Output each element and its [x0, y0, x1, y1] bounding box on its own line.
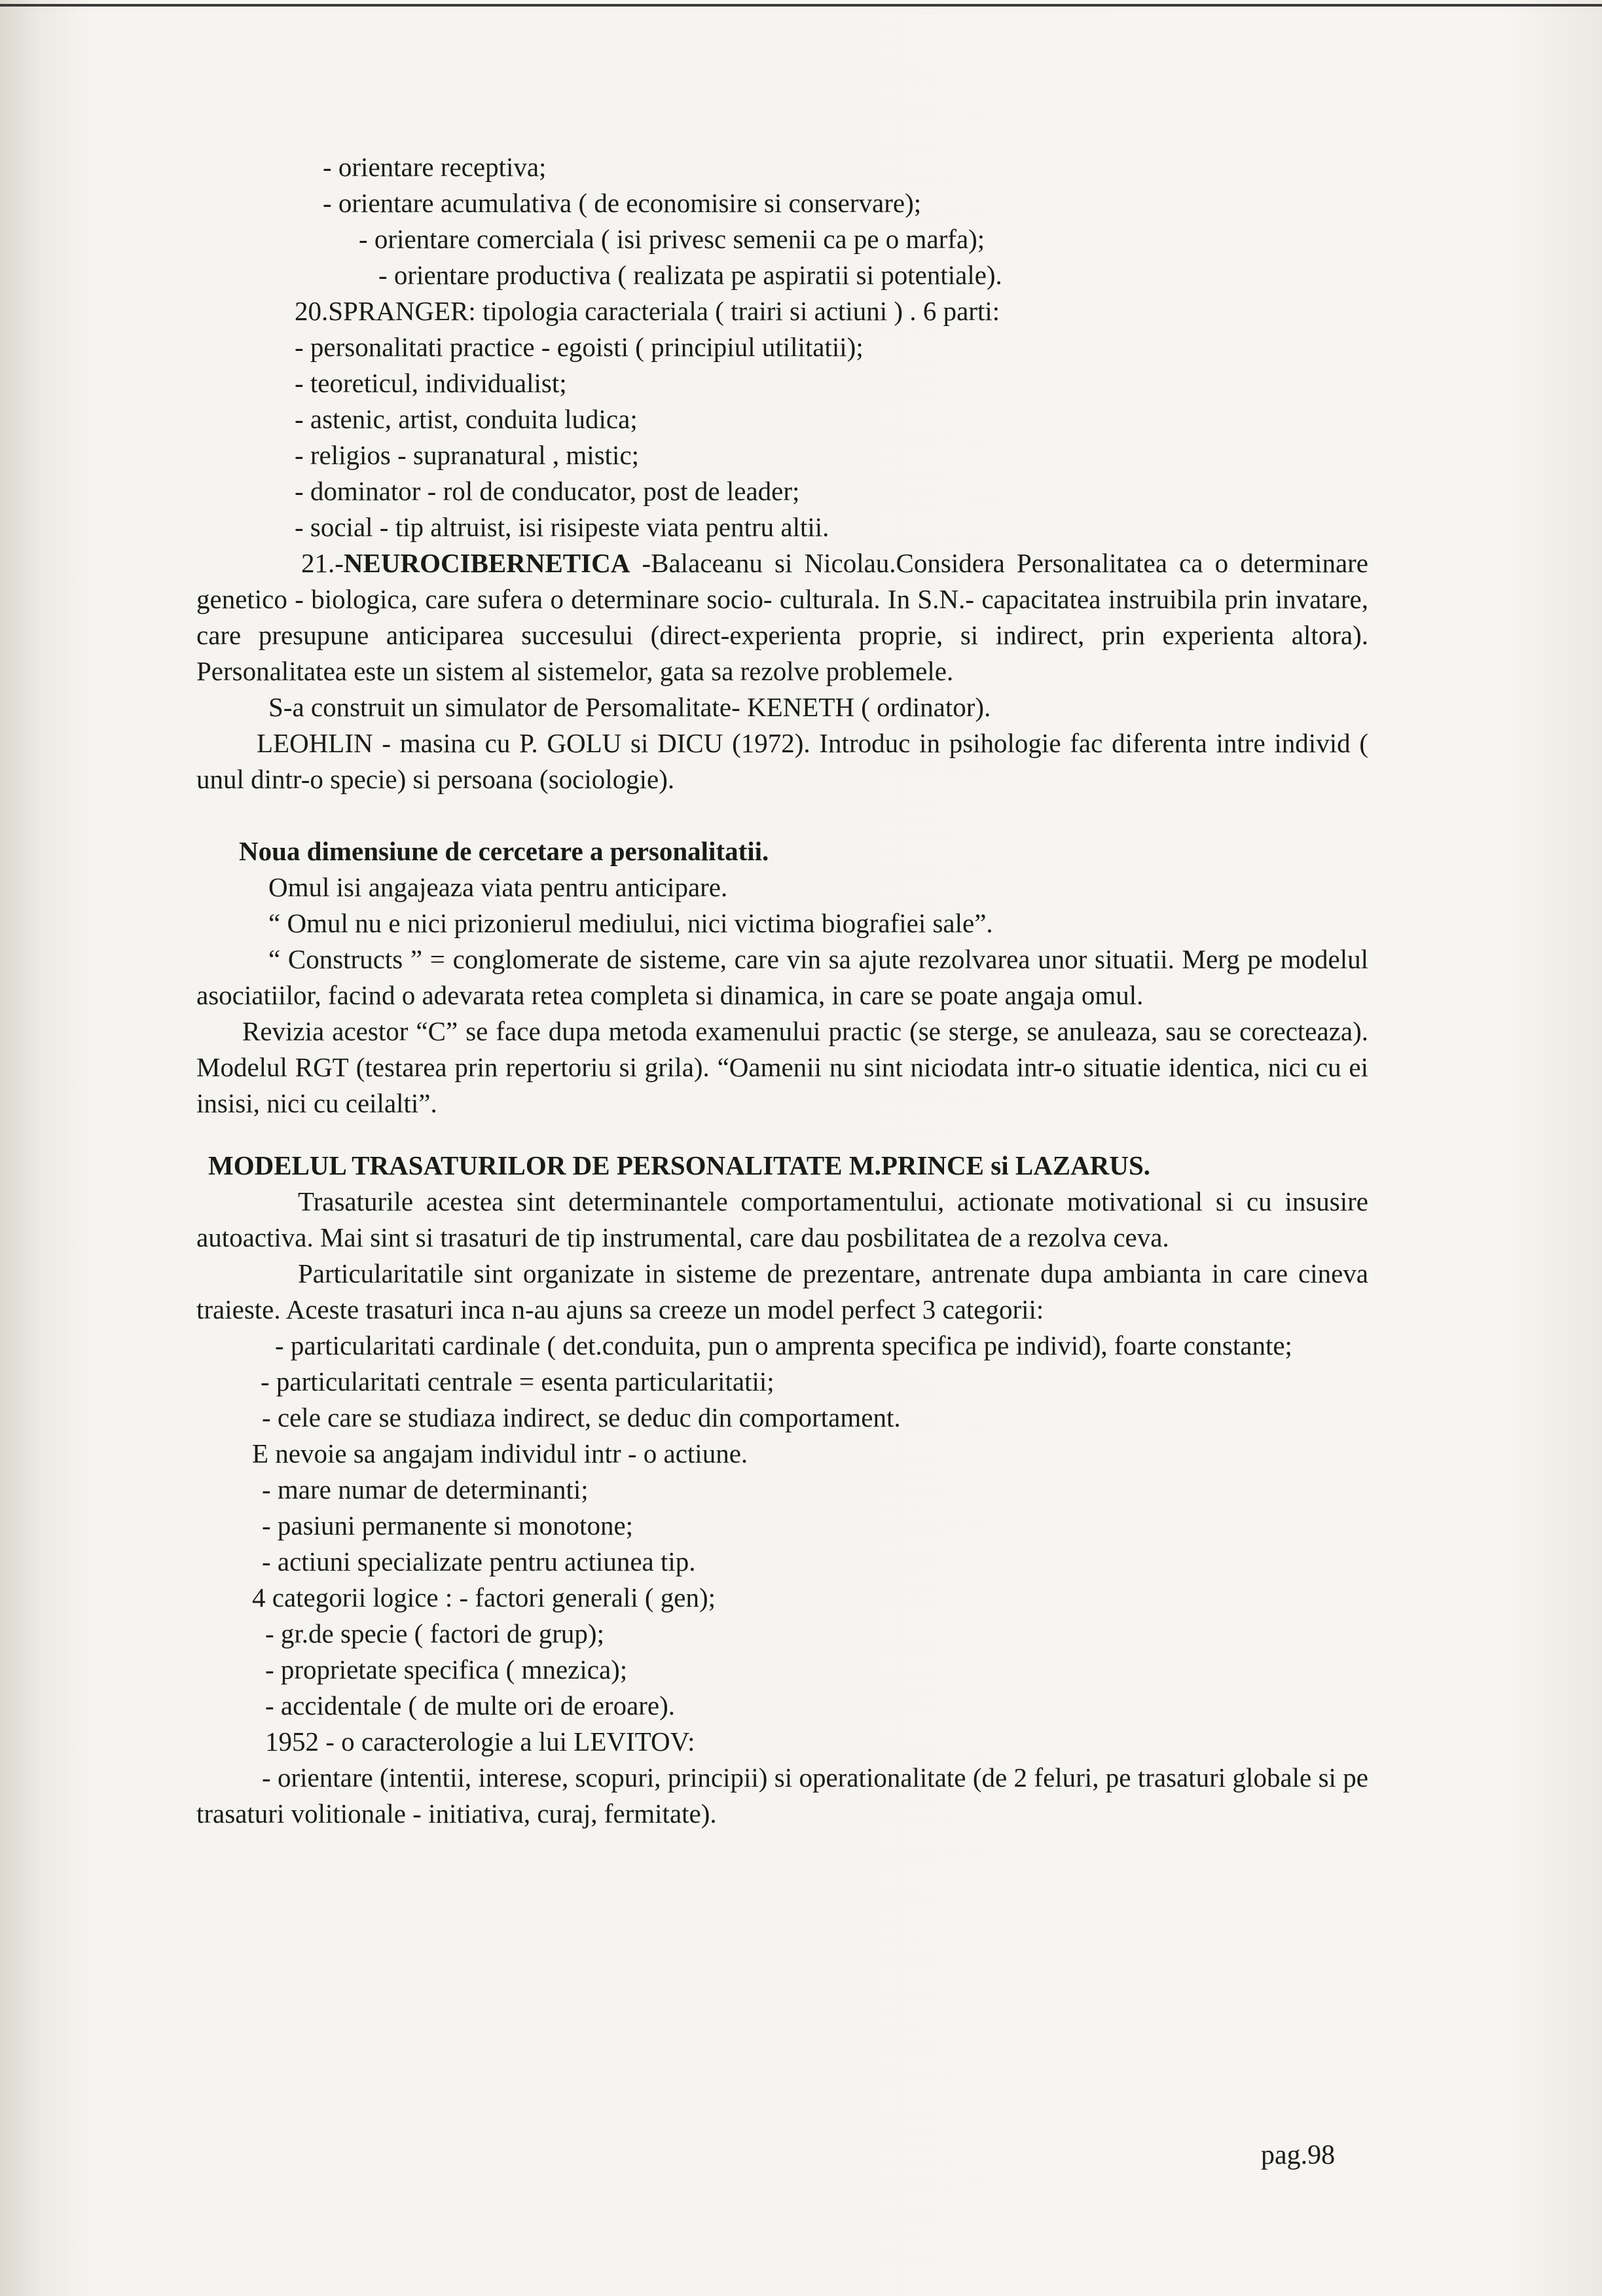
paragraph-simulator: S-a construit un simulator de Persomalitate- KENETH ( ordinator).: [268, 692, 991, 722]
paragraph-orientare-operationalitate: - orientare (intentii, interese, scopuri, principii) si operationalitate (de 2 feluri, pe trasaturi globale si pe trasaturi volitionale - initiativa, curaj, fermitate).: [196, 1762, 1368, 1829]
line-orientare-acumulativa: - orientare acumulativa ( de economisire si conservare);: [323, 188, 922, 218]
list-item: - actiuni specializate pentru actiunea tip.: [262, 1546, 696, 1576]
paragraph-leohlin: LEOHLIN - masina cu P. GOLU si DICU (1972). Introduc in psihologie fac diferenta intre individ ( unul dintr-o specie) si persoana (sociologie).: [196, 728, 1368, 794]
list-item: - teoreticul, individualist;: [295, 368, 567, 398]
spranger-name: SPRANGER: [328, 296, 469, 326]
paragraph-anticipare: Omul isi angajeaza viata pentru anticipare.: [268, 872, 728, 902]
paragraph-particularitatile: Particularitatile sint organizate in sisteme de prezentare, antrenate dupa ambianta in care cineva traieste. Aceste trasaturi inca n-au ajuns sa creeze un model perfect 3 categorii:: [196, 1258, 1368, 1324]
line-orientare-receptiva: - orientare receptiva;: [323, 152, 547, 182]
list-item: - astenic, artist, conduita ludica;: [295, 404, 638, 434]
paragraph-nevoie: E nevoie sa angajam individul intr - o actiune.: [252, 1438, 748, 1468]
list-item: - particularitati centrale = esenta particularitatii;: [261, 1366, 774, 1396]
list-item: - religios - supranatural , mistic;: [295, 440, 640, 470]
list-item: - social - tip altruist, isi risipeste viata pentru altii.: [295, 512, 829, 542]
spacer: [196, 797, 1368, 833]
list-item: - gr.de specie ( factori de grup);: [265, 1618, 604, 1649]
list-item: - particularitati cardinale ( det.conduita, pun o amprenta specifica pe individ), foarte constante;: [275, 1330, 1292, 1360]
paragraph-trasaturile: Trasaturile acestea sint determinantele comportamentului, actionate motivational si cu insusire autoactiva. Mai sint si trasaturi de tip instrumental, care dau posbilitatea de a rezolva ceva.: [196, 1186, 1368, 1252]
page-number: pag.98: [1261, 2140, 1336, 2170]
line-orientare-comerciala: - orientare comerciala ( isi privesc semenii ca pe o marfa);: [359, 224, 985, 254]
neurocibernetica-term: NEUROCIBERNETICA: [343, 548, 630, 578]
list-item: - dominator - rol de conducator, post de leader;: [295, 476, 800, 506]
quote-omul: “ Omul nu e nici prizonierul mediului, nici victima biografiei sale”.: [268, 908, 993, 938]
list-item: - proprietate specifica ( mnezica);: [265, 1654, 628, 1685]
paragraph-categorii-logice: 4 categorii logice : - factori generali ( gen);: [252, 1582, 716, 1613]
top-border-line: [0, 4, 1602, 7]
neurocibernetica-paragraph: [196, 545, 1368, 689]
paragraph-constructs: “ Constructs ” = conglomerate de sisteme, care vin sa ajute rezolvarea unor situatii. Merg pe modelul asociatiilor, facind o adevarata retea completa si dinamica, in care se poate angaja omul.: [196, 944, 1368, 1010]
list-item: - accidentale ( de multe ori de eroare).: [265, 1690, 676, 1721]
spranger-text: : tipologia caracteriala ( trairi si actiuni ) . 6 parti:: [468, 296, 1000, 326]
neurocibernetica-text: -Balaceanu si Nicolau.Considera Personalitatea ca o determinare genetico - biologica, care sufera o determinare socio- culturala. In S.N.- capacitatea instruibila prin invatare, care presupune anticiparea succesului (direct-experienta proprie, si indirect, prin experienta altora). Personalitatea este un sistem al sistemelor, gata sa rezolve problemele.: [196, 548, 1368, 686]
list-item: - mare numar de determinanti;: [262, 1474, 589, 1504]
list-item: - cele care se studiaza indirect, se deduc din comportament.: [262, 1402, 901, 1432]
line-orientare-productiva: - orientare productiva ( realizata pe aspiratii si potentiale).: [378, 260, 1002, 290]
list-item: - personalitati practice - egoisti ( principiul utilitatii);: [295, 332, 864, 362]
list-item: - pasiuni permanente si monotone;: [262, 1510, 634, 1540]
section-heading-modelul: MODELUL TRASATURILOR DE PERSONALITATE M.PRINCE si LAZARUS.: [208, 1150, 1151, 1180]
page-body: [196, 149, 1368, 1832]
paragraph-revizia: Revizia acestor “C” se face dupa metoda examenului practic (se sterge, se anuleaza, sau se corecteaza). Modelul RGT (testarea prin repertoriu si grila). “Oamenii nu sint niciodata intr-o situatie identica, nici cu ei insisi, nici cu ceilalti”.: [196, 1016, 1368, 1118]
section-number: 20.: [295, 296, 329, 326]
paragraph-levitov: 1952 - o caracterologie a lui LEVITOV:: [265, 1726, 695, 1757]
spranger-heading: [196, 293, 1368, 329]
section-number: 21.-: [301, 548, 344, 578]
section-heading-noua-dimensiune: Noua dimensiune de cercetare a personalitatii.: [239, 836, 769, 866]
spacer: [196, 1121, 1368, 1148]
